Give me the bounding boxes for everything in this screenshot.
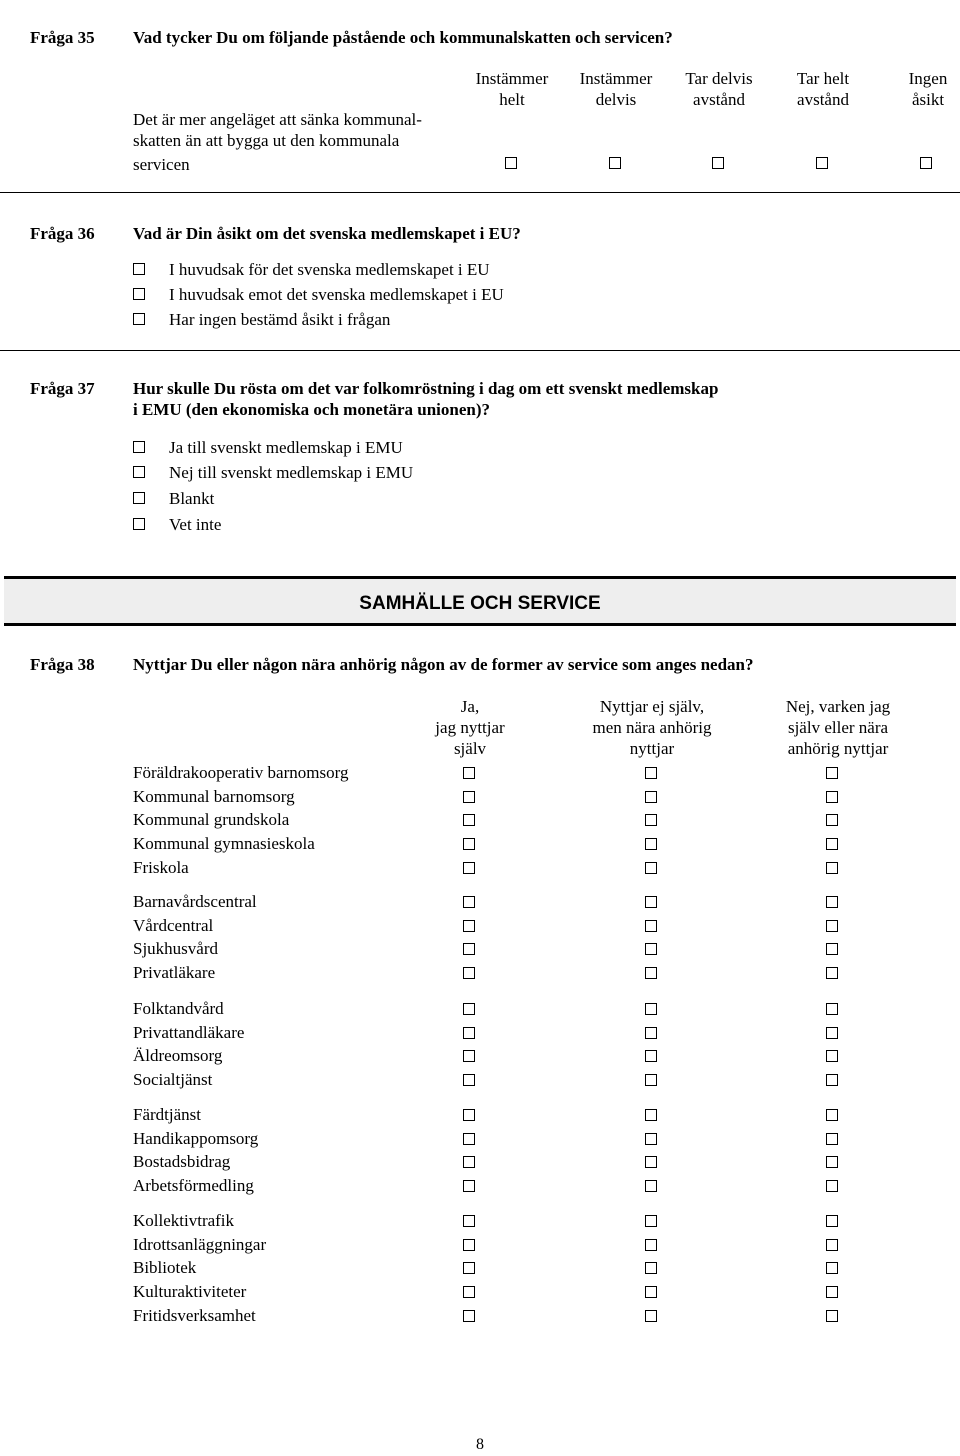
- service-checkbox-col-3[interactable]: [826, 1180, 838, 1192]
- service-label: Kommunal grundskola: [133, 810, 290, 830]
- service-checkbox-col-3[interactable]: [826, 943, 838, 955]
- service-checkbox-col-1[interactable]: [463, 814, 475, 826]
- service-checkbox-col-2[interactable]: [645, 1109, 657, 1121]
- service-checkbox-col-3[interactable]: [826, 1262, 838, 1274]
- service-label: Fritidsverksamhet: [133, 1305, 256, 1325]
- service-checkbox-col-1[interactable]: [463, 1156, 475, 1168]
- service-checkbox-col-3[interactable]: [826, 1050, 838, 1062]
- service-checkbox-col-2[interactable]: [645, 1074, 657, 1086]
- service-row: [133, 962, 933, 984]
- q35-col-4: Tar helt avstånd: [796, 69, 850, 109]
- q35-checkbox-2[interactable]: [609, 157, 621, 169]
- service-checkbox-col-1[interactable]: [463, 896, 475, 908]
- service-label: Föräldrakooperativ barnomsorg: [133, 763, 349, 782]
- service-label: Friskola: [133, 857, 189, 877]
- service-label: Bibliotek: [133, 1258, 197, 1278]
- option-label: Blankt: [169, 489, 215, 508]
- q38-col-3: Nej, varken jag själv eller nära anhörig nyttjar: [785, 697, 891, 758]
- service-label: Handikappomsorg: [133, 1128, 259, 1148]
- service-checkbox-col-3[interactable]: [826, 1109, 838, 1121]
- q35-checkbox-3[interactable]: [712, 157, 724, 169]
- service-label: Arbetsförmedling: [133, 1176, 254, 1196]
- service-checkbox-col-3[interactable]: [826, 1074, 838, 1086]
- service-checkbox-col-2[interactable]: [645, 1286, 657, 1298]
- service-checkbox-col-2[interactable]: [645, 1239, 657, 1251]
- service-checkbox-col-3[interactable]: [826, 1133, 838, 1145]
- checkbox[interactable]: [133, 263, 145, 275]
- q35-checkbox-4[interactable]: [816, 157, 828, 169]
- checkbox[interactable]: [133, 492, 145, 504]
- service-checkbox-col-2[interactable]: [645, 1156, 657, 1168]
- q35-checkbox-1[interactable]: [505, 157, 517, 169]
- q35-question: Vad tycker Du om följande påstående och kommunalskatten och servicen?: [133, 28, 673, 47]
- service-label: Vårdcentral: [133, 915, 214, 935]
- option-label: I huvudsak emot det svenska medlemskapet i EU: [169, 285, 504, 304]
- service-checkbox-col-3[interactable]: [826, 1027, 838, 1039]
- service-checkbox-col-1[interactable]: [463, 1109, 475, 1121]
- option-label: Ja till svenskt medlemskap i EMU: [169, 438, 403, 457]
- service-label: Kollektivtrafik: [133, 1211, 235, 1230]
- divider: [0, 350, 960, 351]
- service-label: Idrottsanläggningar: [133, 1234, 267, 1254]
- service-label: Privatläkare: [133, 963, 216, 983]
- service-row: [133, 762, 933, 784]
- q38-number: Fråga 38: [30, 655, 95, 674]
- q35-statement: Det är mer angeläget att sänka kommunal- skatten än att bygga ut den kommunala servicen: [133, 110, 422, 174]
- service-checkbox-col-1[interactable]: [463, 1133, 475, 1145]
- service-checkbox-col-3[interactable]: [826, 967, 838, 979]
- q37-question: Hur skulle Du rösta om det var folkomröstning i dag om ett svenskt medlemskap i EMU (den ekonomiska och monetära unionen)?: [133, 379, 719, 419]
- q35-col-1: Instämmer helt: [475, 69, 549, 109]
- service-row: [133, 1210, 933, 1232]
- service-checkbox-col-2[interactable]: [645, 862, 657, 874]
- q36-question: Vad är Din åsikt om det svenska medlemskapet i EU?: [133, 224, 521, 243]
- option-label: Nej till svenskt medlemskap i EMU: [169, 463, 414, 482]
- service-checkbox-col-1[interactable]: [463, 1286, 475, 1298]
- checkbox[interactable]: [133, 518, 145, 530]
- service-checkbox-col-2[interactable]: [645, 943, 657, 955]
- service-row: [133, 998, 933, 1020]
- service-checkbox-col-1[interactable]: [463, 767, 475, 779]
- q35-col-2: Instämmer delvis: [579, 69, 653, 109]
- service-checkbox-col-3[interactable]: [826, 862, 838, 874]
- service-checkbox-col-2[interactable]: [645, 814, 657, 826]
- service-checkbox-col-3[interactable]: [826, 896, 838, 908]
- section-banner: [4, 576, 956, 626]
- option-label: Vet inte: [169, 515, 222, 534]
- q38-col-2: Nyttjar ej själv, men nära anhörig nyttjar: [592, 697, 712, 758]
- service-row: [133, 891, 933, 913]
- checkbox[interactable]: [133, 288, 145, 300]
- service-checkbox-col-3[interactable]: [826, 1003, 838, 1015]
- service-checkbox-col-2[interactable]: [645, 1262, 657, 1274]
- q35-checkbox-5[interactable]: [920, 157, 932, 169]
- service-row: [133, 857, 933, 879]
- service-checkbox-col-3[interactable]: [826, 1310, 838, 1322]
- service-checkbox-col-1[interactable]: [463, 1215, 475, 1227]
- checkbox[interactable]: [133, 466, 145, 478]
- service-checkbox-col-2[interactable]: [645, 1050, 657, 1062]
- q37-number: Fråga 37: [30, 379, 95, 398]
- service-checkbox-col-2[interactable]: [645, 1180, 657, 1192]
- service-checkbox-col-3[interactable]: [826, 791, 838, 803]
- service-checkbox-col-1[interactable]: [463, 1074, 475, 1086]
- service-row: [133, 1022, 933, 1044]
- service-checkbox-col-3[interactable]: [826, 767, 838, 779]
- q35-col-3: Tar delvis avstånd: [685, 69, 753, 109]
- divider: [0, 192, 960, 193]
- service-checkbox-col-2[interactable]: [645, 896, 657, 908]
- service-label: Privattandläkare: [133, 1022, 245, 1042]
- service-row: [133, 1045, 933, 1067]
- q35-col-5: Ingen åsikt: [908, 69, 948, 109]
- service-label: Socialtjänst: [133, 1070, 213, 1090]
- service-checkbox-col-2[interactable]: [645, 791, 657, 803]
- service-checkbox-col-1[interactable]: [463, 1180, 475, 1192]
- service-row: [133, 809, 933, 831]
- service-label: Kommunal barnomsorg: [133, 786, 295, 806]
- service-checkbox-col-1[interactable]: [463, 1310, 475, 1322]
- service-checkbox-col-1[interactable]: [463, 1003, 475, 1015]
- service-row: [133, 786, 933, 808]
- service-checkbox-col-2[interactable]: [645, 1215, 657, 1227]
- q38-col-1: Ja, jag nyttjar själv: [435, 697, 505, 758]
- service-checkbox-col-3[interactable]: [826, 814, 838, 826]
- option-label: Har ingen bestämd åsikt i frågan: [169, 310, 391, 329]
- checkbox[interactable]: [133, 313, 145, 325]
- service-row: [133, 915, 933, 937]
- section-title: SAMHÄLLE OCH SERVICE: [359, 593, 601, 614]
- service-checkbox-col-1[interactable]: [463, 1239, 475, 1251]
- service-checkbox-col-2[interactable]: [645, 920, 657, 932]
- service-checkbox-col-1[interactable]: [463, 1050, 475, 1062]
- service-label: Kulturaktiviteter: [133, 1282, 247, 1302]
- service-checkbox-col-1[interactable]: [463, 943, 475, 955]
- page-number: 8: [476, 1436, 484, 1453]
- option-label: I huvudsak för det svenska medlemskapet i EU: [169, 260, 490, 279]
- checkbox[interactable]: [133, 441, 145, 453]
- service-row: [133, 1069, 933, 1091]
- service-checkbox-col-2[interactable]: [645, 1133, 657, 1145]
- service-checkbox-col-2[interactable]: [645, 1027, 657, 1039]
- service-row: [133, 938, 933, 960]
- service-checkbox-col-3[interactable]: [826, 920, 838, 932]
- service-row: [133, 1175, 933, 1197]
- service-checkbox-col-1[interactable]: [463, 838, 475, 850]
- service-checkbox-col-3[interactable]: [826, 838, 838, 850]
- service-checkbox-col-3[interactable]: [826, 1156, 838, 1168]
- service-checkbox-col-2[interactable]: [645, 1310, 657, 1322]
- service-row: [133, 1281, 933, 1303]
- q35-number: Fråga 35: [30, 28, 95, 47]
- service-row: [133, 1305, 933, 1327]
- service-checkbox-col-2[interactable]: [645, 838, 657, 850]
- service-row: [133, 1128, 933, 1150]
- service-label: Färdtjänst: [133, 1105, 201, 1124]
- service-label: Kommunal gymnasieskola: [133, 834, 315, 854]
- service-row: [133, 1151, 933, 1173]
- service-row: [133, 1257, 933, 1279]
- service-checkbox-col-1[interactable]: [463, 920, 475, 932]
- service-checkbox-col-1[interactable]: [463, 862, 475, 874]
- service-label: Äldreomsorg: [133, 1046, 223, 1066]
- service-checkbox-col-1[interactable]: [463, 1027, 475, 1039]
- service-checkbox-col-2[interactable]: [645, 1003, 657, 1015]
- service-row: [133, 1234, 933, 1256]
- service-row: [133, 833, 933, 855]
- service-checkbox-col-1[interactable]: [463, 967, 475, 979]
- service-checkbox-col-3[interactable]: [826, 1286, 838, 1298]
- service-checkbox-col-1[interactable]: [463, 791, 475, 803]
- service-row: [133, 1104, 933, 1126]
- q38-question: Nyttjar Du eller någon nära anhörig någon av de former av service som anges nedan?: [133, 655, 754, 674]
- service-label: Sjukhusvård: [133, 939, 218, 959]
- service-checkbox-col-3[interactable]: [826, 1215, 838, 1227]
- service-checkbox-col-2[interactable]: [645, 767, 657, 779]
- service-checkbox-col-3[interactable]: [826, 1239, 838, 1251]
- service-checkbox-col-1[interactable]: [463, 1262, 475, 1274]
- service-label: Bostadsbidrag: [133, 1152, 231, 1172]
- service-label: Barnavårdscentral: [133, 892, 257, 911]
- service-checkbox-col-2[interactable]: [645, 967, 657, 979]
- service-label: Folktandvård: [133, 999, 224, 1018]
- q36-number: Fråga 36: [30, 224, 95, 243]
